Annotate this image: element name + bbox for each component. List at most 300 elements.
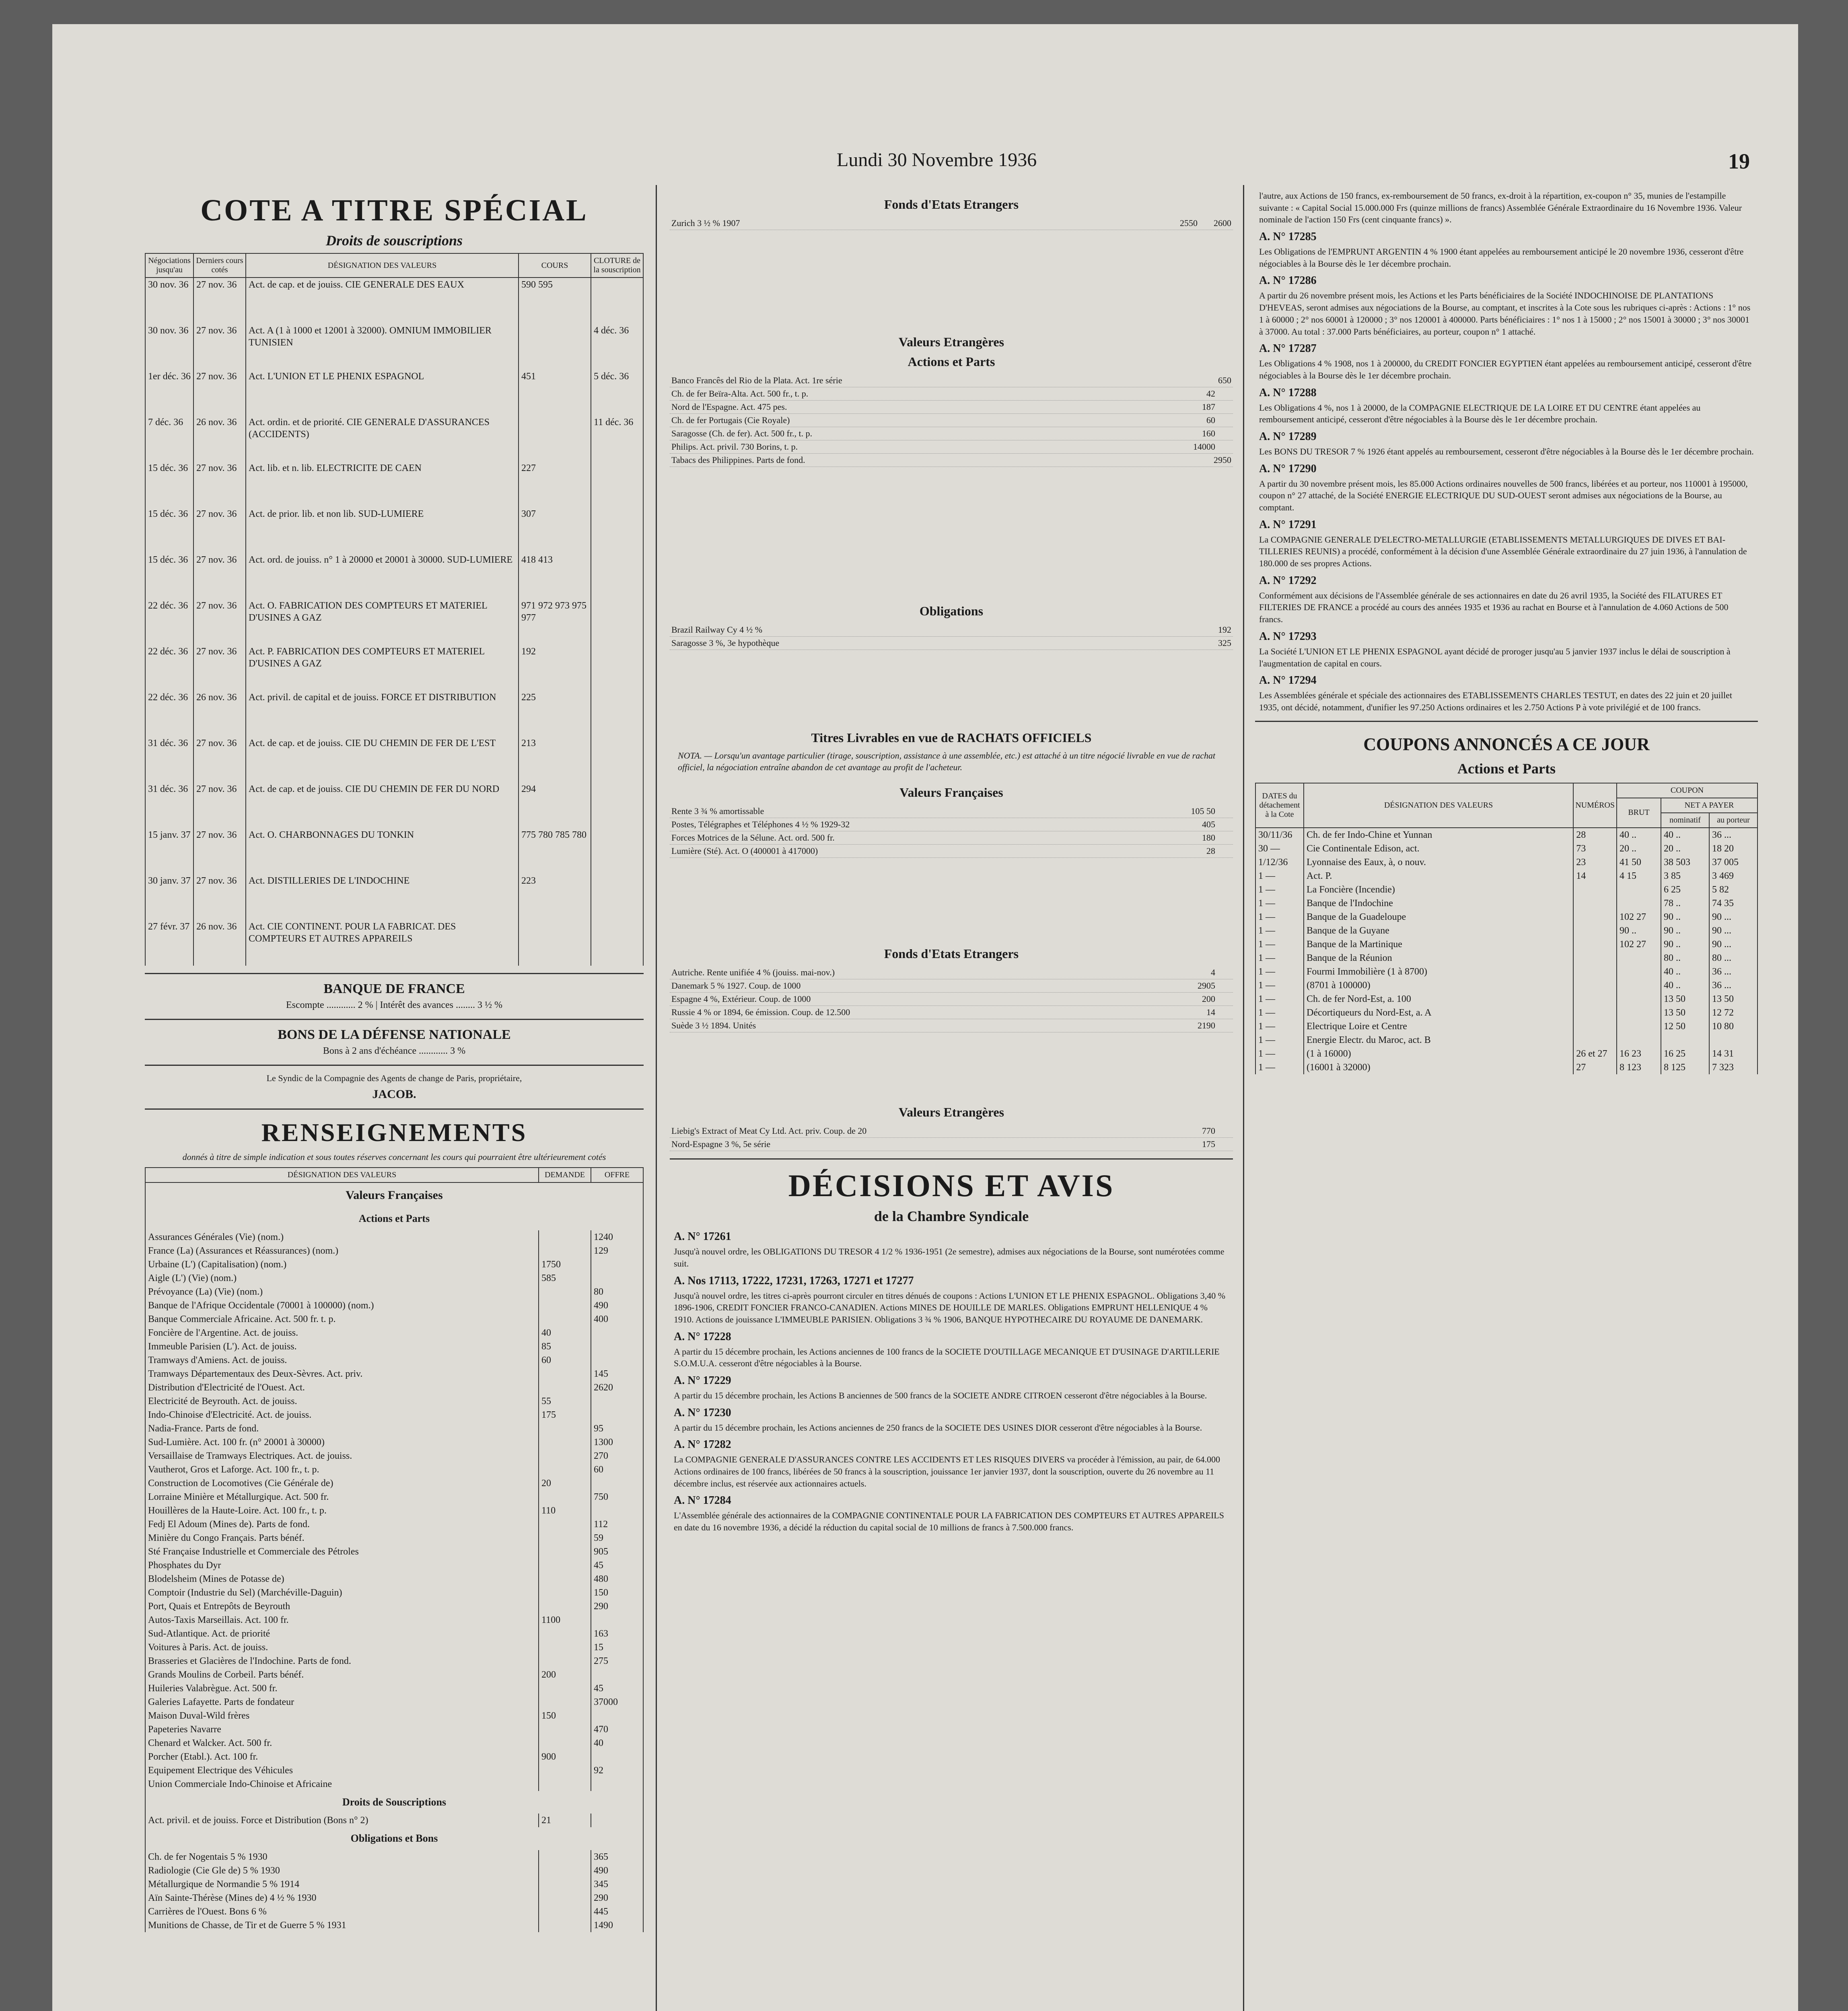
avis-number: A. N° 17291: [1259, 518, 1317, 531]
avis-item: [674, 1374, 1229, 1402]
rens-offre: 45: [591, 1682, 643, 1695]
droit-name: Act. privil. de capital et de jouiss. FORCE ET DISTRIBUTION: [246, 691, 519, 736]
list-item: [670, 387, 1233, 401]
droit-name: Act. L'UNION ET LE PHENIX ESPAGNOL: [246, 370, 519, 415]
rens-name: Blodelsheim (Mines de Potasse de): [145, 1572, 539, 1586]
rens-name: Aïn Sainte-Thérèse (Mines de) 4 ½ % 1930: [145, 1891, 539, 1905]
avis-text: A partir du 15 décembre prochain, les Actions B anciennes de 500 francs de la SOCIETE ANDRE CITROEN cesseront d'être négociables à la Bourse.: [674, 1390, 1207, 1400]
rens-offre: 2620: [591, 1381, 643, 1394]
rens-name: Nadia-France. Parts de fond.: [145, 1422, 539, 1435]
rens-offre: 40: [591, 1736, 643, 1750]
coupon-name: Energie Electr. du Maroc, act. B: [1304, 1033, 1573, 1047]
coupon-brut: [1617, 1006, 1661, 1020]
item-value-1: 14: [1206, 1007, 1215, 1018]
table-row: [145, 1326, 643, 1340]
avis-number: A. N° 17229: [674, 1374, 731, 1387]
table-row: [145, 1905, 643, 1918]
coupon-num: [1573, 992, 1617, 1006]
droit-cloture: [591, 461, 643, 507]
list-item: [670, 414, 1233, 427]
droit-date: 27 févr. 37: [145, 920, 193, 966]
item-value-1: 42: [1206, 389, 1215, 399]
item-name: Ch. de fer Portugais (Cie Royale): [671, 415, 790, 425]
coupon-brut: 8 123: [1617, 1061, 1661, 1074]
rens-demande: [539, 1381, 591, 1394]
bons-line: Bons à 2 ans d'échéance ............ 3 %: [323, 1046, 466, 1057]
coupon-port: 18 20: [1709, 842, 1757, 855]
rens-demande: [539, 1586, 591, 1600]
droit-last: 26 nov. 36: [193, 920, 246, 966]
droit-cours: 223: [519, 874, 591, 920]
rens-name: Electricité de Beyrouth. Act. de jouiss.: [145, 1394, 539, 1408]
avis-text: Les Obligations de l'EMPRUNT ARGENTIN 4 % 1900 étant appelées au remboursement anticipé le 20 novembre 1936, cesseront d'être négociables à la Bourse dès le 1er décembre prochain.: [1259, 247, 1744, 269]
coupon-brut: 102 27: [1617, 910, 1661, 924]
item-values: [1193, 442, 1231, 452]
rens-demande: [539, 1299, 591, 1312]
table-row: [145, 920, 643, 966]
droit-cloture: [591, 691, 643, 736]
droit-cours: 590 595: [519, 278, 591, 324]
rens-demande: [539, 1490, 591, 1504]
droit-last: 26 nov. 36: [193, 691, 246, 736]
item-value-1: 160: [1202, 428, 1215, 438]
item-values: [1202, 375, 1231, 386]
rens-offre: [591, 1668, 643, 1682]
droit-name: Act. ordin. et de priorité. CIE GENERALE D'ASSURANCES (ACCIDENTS): [246, 415, 519, 461]
titres-title: Titres Livrables en vue de RACHATS OFFICIELS: [811, 730, 1092, 745]
coupon-date: 1 —: [1255, 924, 1304, 938]
th-porteur: au porteur: [1709, 813, 1757, 828]
fonds2-title: Fonds d'Etats Etrangers: [884, 946, 1019, 961]
coupon-port: 13 50: [1709, 992, 1757, 1006]
table-row: [145, 553, 643, 599]
rens-demande: [539, 1244, 591, 1258]
coupon-nom: 90 ..: [1661, 924, 1709, 938]
rens-table: [145, 1167, 644, 1932]
th-coupon: COUPON: [1617, 783, 1757, 798]
rens-demande: [539, 1654, 591, 1668]
coupon-date: 1 —: [1255, 938, 1304, 951]
rens-name: Construction de Locomotives (Cie Générale de): [145, 1476, 539, 1490]
rens-offre: 345: [591, 1877, 643, 1891]
coupon-name: Banque de la Réunion: [1304, 951, 1573, 965]
coupon-date: 1 —: [1255, 869, 1304, 883]
table-row: [145, 1422, 643, 1435]
rens-demande: [539, 1850, 591, 1864]
rens-offre: 275: [591, 1654, 643, 1668]
droit-name: Act. de cap. et de jouiss. CIE GENERALE DES EAUX: [246, 278, 519, 324]
avis-item: [674, 1406, 1229, 1434]
table-row: [145, 1258, 643, 1271]
coupon-port: 36 ...: [1709, 979, 1757, 992]
table-row: [145, 1814, 643, 1827]
rens-offre: 400: [591, 1312, 643, 1326]
coupon-num: [1573, 897, 1617, 910]
table-row: [1255, 992, 1757, 1006]
bons-title: BONS DE LA DÉFENSE NATIONALE: [278, 1027, 511, 1043]
coupon-name: (8701 à 100000): [1304, 979, 1573, 992]
table-row: [145, 736, 643, 782]
avis-text: Jusqu'à nouvel ordre, les OBLIGATIONS DU TRESOR 4 1/2 % 1936-1951 (2e semestre), admises aux négociations de la Bourse, sont numérotées comme suit.: [674, 1246, 1224, 1269]
item-name: Saragosse 3 %, 3e hypothèque: [671, 638, 780, 648]
table-row: [145, 1299, 643, 1312]
item-name: Nord de l'Espagne. Act. 475 pes.: [671, 402, 787, 412]
coupon-num: [1573, 1033, 1617, 1047]
item-values: [1202, 1126, 1231, 1136]
table-row: [1255, 842, 1757, 855]
rens-offre: [591, 1709, 643, 1723]
droits-table: [145, 253, 644, 966]
rens-offre: 365: [591, 1850, 643, 1864]
droit-date: 15 déc. 36: [145, 461, 193, 507]
avis-item: [1259, 342, 1754, 381]
rens-offre: 445: [591, 1905, 643, 1918]
table-row: [145, 1764, 643, 1777]
item-name: Liebig's Extract of Meat Cy Ltd. Act. priv. Coup. de 20: [671, 1126, 867, 1136]
rens-demande: [539, 1627, 591, 1641]
droit-cours: [519, 415, 591, 461]
coupon-date: 1 —: [1255, 1061, 1304, 1074]
coupon-date: 1 —: [1255, 1047, 1304, 1061]
rens-name: Munitions de Chasse, de Tir et de Guerre 5 % 1931: [145, 1918, 539, 1932]
rens-name: Ch. de fer Nogentais 5 % 1930: [145, 1850, 539, 1864]
item-values: [1202, 819, 1231, 830]
table-row: [145, 415, 643, 461]
table-row: [145, 874, 643, 920]
rens-offre: [591, 1271, 643, 1285]
coupon-nom: 78 ..: [1661, 897, 1709, 910]
section-row: [145, 1182, 643, 1208]
cote-title: COTE A TITRE SPÉCIAL: [200, 193, 588, 227]
rens-offre: 145: [591, 1367, 643, 1381]
rens-offre: 480: [591, 1572, 643, 1586]
rens-offre: 490: [591, 1299, 643, 1312]
coupon-nom: 80 ..: [1661, 951, 1709, 965]
item-value-1: 405: [1202, 819, 1215, 830]
item-values: [1202, 625, 1231, 635]
coupon-nom: 20 ..: [1661, 842, 1709, 855]
coupon-date: 1 —: [1255, 1033, 1304, 1047]
rens-demande: [539, 1723, 591, 1736]
rens-name: Vautherot, Gros et Laforge. Act. 100 fr., t. p.: [145, 1463, 539, 1476]
item-values: [1198, 1020, 1231, 1031]
coupon-brut: [1617, 1033, 1661, 1047]
divider: [145, 1019, 644, 1020]
syndic-line: Le Syndic de la Compagnie des Agents de change de Paris, propriétaire,: [266, 1073, 522, 1084]
oblig-title: Obligations: [919, 604, 984, 618]
table-row: [145, 1312, 643, 1326]
rens-name: Métallurgique de Normandie 5 % 1914: [145, 1877, 539, 1891]
droit-cloture: [591, 736, 643, 782]
avis-number: A. N° 17282: [674, 1438, 731, 1451]
coupon-port: 14 31: [1709, 1047, 1757, 1061]
list-item: [670, 401, 1233, 414]
vf-title: Valeurs Françaises: [899, 785, 1003, 800]
droit-cours: 775 780 785 780: [519, 828, 591, 874]
rens-name: Urbaine (L') (Capitalisation) (nom.): [145, 1258, 539, 1271]
table-row: [1255, 951, 1757, 965]
th-designation: DÉSIGNATION DES VALEURS: [246, 253, 519, 278]
rens-offre: 470: [591, 1723, 643, 1736]
droit-cloture: 11 déc. 36: [591, 415, 643, 461]
table-row: [145, 1435, 643, 1449]
item-values: [1202, 994, 1231, 1004]
droit-date: 1er déc. 36: [145, 370, 193, 415]
droit-name: Act. O. CHARBONNAGES DU TONKIN: [246, 828, 519, 874]
coupon-date: 1 —: [1255, 910, 1304, 924]
rens-demande: [539, 1518, 591, 1531]
decisions-subtitle: de la Chambre Syndicale: [874, 1208, 1029, 1225]
rens-offre: 1490: [591, 1918, 643, 1932]
list-item: [670, 623, 1233, 637]
rens-demande: 55: [539, 1394, 591, 1408]
droit-last: 26 nov. 36: [193, 415, 246, 461]
table-row: [145, 1271, 643, 1285]
rens-demande: 21: [539, 1814, 591, 1827]
table-row: [145, 1340, 643, 1353]
column-right: [1255, 185, 1758, 2011]
coupon-name: Ch. de fer Indo-Chine et Yunnan: [1304, 828, 1573, 842]
rens-name: Maison Duval-Wild frères: [145, 1709, 539, 1723]
rens-offre: 750: [591, 1490, 643, 1504]
avis-text: Les Assemblées générale et spéciale des actionnaires des ETABLISSEMENTS CHARLES TESTUT, en dates des 22 juin et 20 juillet 1935, ont décidé, notamment, d'unifier les 97.250 Actions ordinaires et les 2.750 Actions P à vote privilégié et de 100 francs.: [1259, 690, 1733, 712]
coupon-brut: 90 ..: [1617, 924, 1661, 938]
rens-offre: [591, 1750, 643, 1764]
item-value-1: 770: [1202, 1126, 1215, 1136]
coupon-brut: [1617, 951, 1661, 965]
droit-last: 27 nov. 36: [193, 782, 246, 828]
table-row: [1255, 883, 1757, 897]
rens-demande: 40: [539, 1326, 591, 1340]
coupon-date: 1/12/36: [1255, 855, 1304, 869]
rens-name: Sté Française Industrielle et Commerciale des Pétroles: [145, 1545, 539, 1559]
newspaper-page: [52, 24, 1798, 2011]
coupon-name: Lyonnaise des Eaux, à, o nouv.: [1304, 855, 1573, 869]
droit-cloture: [591, 920, 643, 966]
coupon-port: 10 80: [1709, 1020, 1757, 1033]
rens-offre: 59: [591, 1531, 643, 1545]
item-name: Banco Francês del Rio de la Plata. Act. 1re série: [671, 375, 842, 385]
coupon-num: [1573, 1006, 1617, 1020]
table-row: [145, 1490, 643, 1504]
avis-number: A. N° 17230: [674, 1406, 731, 1419]
list-item: [670, 818, 1233, 831]
avis-number: A. N° 17228: [674, 1330, 731, 1343]
rens-offre: 129: [591, 1244, 643, 1258]
item-name: Autriche. Rente unifiée 4 % (jouiss. mai-nov.): [671, 967, 835, 978]
coupons-title: COUPONS ANNONCÉS A CE JOUR: [1363, 734, 1650, 754]
item-values: [1206, 415, 1231, 426]
droit-date: 7 déc. 36: [145, 415, 193, 461]
avis-item: [1259, 463, 1754, 514]
coupon-nom: 90 ..: [1661, 910, 1709, 924]
coupon-port: 3 469: [1709, 869, 1757, 883]
rens-offre: [591, 1814, 643, 1827]
rens-demande: [539, 1312, 591, 1326]
table-row: [145, 1244, 643, 1258]
rens-demande: 20: [539, 1476, 591, 1490]
list-item: [670, 1019, 1233, 1032]
droit-name: Act. de cap. et de jouiss. CIE DU CHEMIN DE FER DE L'EST: [246, 736, 519, 782]
rens-name: Lorraine Minière et Métallurgique. Act. 500 fr.: [145, 1490, 539, 1504]
table-row: [145, 1394, 643, 1408]
avis-text: A partir du 15 décembre prochain, les Actions anciennes de 250 francs de la SOCIETE DES USINES DIOR cesseront d'être négociables à la Bourse.: [674, 1422, 1202, 1433]
coupon-date: 1 —: [1255, 979, 1304, 992]
item-name: Espagne 4 %, Extérieur. Coup. de 1000: [671, 994, 811, 1004]
coupon-nom: 40 ..: [1661, 828, 1709, 842]
item-values: [1198, 981, 1231, 991]
rens-offre: 1240: [591, 1230, 643, 1244]
coupon-date: 1 —: [1255, 992, 1304, 1006]
rens-name: Port, Quais et Entrepôts de Beyrouth: [145, 1600, 539, 1613]
rens-demande: 175: [539, 1408, 591, 1422]
rens-demande: 85: [539, 1340, 591, 1353]
droit-cloture: [591, 645, 643, 691]
item-name: Lumière (Sté). Act. O (400001 à 417000): [671, 846, 818, 856]
droit-date: 30 nov. 36: [145, 324, 193, 370]
table-row: [145, 1750, 643, 1764]
section-row: [145, 1207, 643, 1230]
table-row: [1255, 828, 1757, 842]
list-item: [670, 845, 1233, 858]
divider: [145, 973, 644, 974]
coupon-nom: 13 50: [1661, 1006, 1709, 1020]
coupon-num: 23: [1573, 855, 1617, 869]
item-values: [1211, 967, 1231, 978]
avis-number: A. N° 17289: [1259, 430, 1317, 443]
section-heading: Actions et Parts: [145, 1207, 643, 1230]
droit-cours: 225: [519, 691, 591, 736]
table-row: [145, 1408, 643, 1422]
coupon-port: 80 ...: [1709, 951, 1757, 965]
coupon-name: Electrique Loire et Centre: [1304, 1020, 1573, 1033]
page-header: [52, 149, 1798, 181]
item-value-1: 2190: [1198, 1020, 1215, 1031]
rens-offre: 45: [591, 1559, 643, 1572]
coupon-num: [1573, 965, 1617, 979]
rens-demande: 200: [539, 1668, 591, 1682]
rens-offre: 92: [591, 1764, 643, 1777]
droit-cloture: [591, 553, 643, 599]
table-row: [1255, 910, 1757, 924]
avis-item: [1259, 430, 1754, 458]
avis-text: La COMPAGNIE GENERALE D'ELECTRO-METALLURGIE (ETABLISSEMENTS METALLURGIQUES DE DIVES ET BAI-TILLERIES REUNIS) a procédé, conformément à la décision d'une Assemblée Générale extraordinaire du 27 juin 1936, à l'annulation de 180.000 de ses propres Actions.: [1259, 534, 1747, 569]
list-item: [670, 831, 1233, 845]
coupon-date: 1 —: [1255, 1006, 1304, 1020]
item-value-1: 2550: [1180, 218, 1198, 228]
item-value-1: 14000: [1193, 442, 1215, 452]
list-item: [670, 993, 1233, 1006]
th-coupon-designation: DÉSIGNATION DES VALEURS: [1304, 783, 1573, 828]
coupon-brut: 4 15: [1617, 869, 1661, 883]
table-row: [145, 1353, 643, 1367]
coupon-num: [1573, 951, 1617, 965]
droit-cours: 451: [519, 370, 591, 415]
item-name: Nord-Espagne 3 %, 5e série: [671, 1139, 771, 1149]
avis-item: [674, 1230, 1229, 1269]
rens-demande: 60: [539, 1353, 591, 1367]
droit-date: 31 déc. 36: [145, 736, 193, 782]
rens-offre: 95: [591, 1422, 643, 1435]
item-name: Brazil Railway Cy 4 ½ %: [671, 625, 763, 635]
coupon-date: 1 —: [1255, 951, 1304, 965]
coupon-port: 90 ...: [1709, 910, 1757, 924]
coupon-brut: 16 23: [1617, 1047, 1661, 1061]
table-row: [145, 1572, 643, 1586]
avis-text: La Société L'UNION ET LE PHENIX ESPAGNOL ayant décidé de proroger jusqu'au 5 janvier 1937 inclus le délai de souscription à l'augmentation de capital en cours.: [1259, 646, 1731, 668]
table-row: [145, 1463, 643, 1476]
rens-name: Sud-Atlantique. Act. de priorité: [145, 1627, 539, 1641]
table-row: [145, 1709, 643, 1723]
coupon-brut: [1617, 965, 1661, 979]
rens-name: Tramways Départementaux des Deux-Sèvres. Act. priv.: [145, 1367, 539, 1381]
droit-last: 27 nov. 36: [193, 278, 246, 324]
table-row: [1255, 1020, 1757, 1033]
avis-item: [674, 1330, 1229, 1369]
item-values: [1180, 218, 1231, 228]
item-value-1: 60: [1206, 415, 1215, 425]
droit-name: Act. DISTILLERIES DE L'INDOCHINE: [246, 874, 519, 920]
avis-number: A. Nos 17113, 17222, 17231, 17263, 17271 et 17277: [674, 1274, 914, 1287]
item-name: Rente 3 ¾ % amortissable: [671, 806, 764, 816]
droit-name: Act. lib. et n. lib. ELECTRICITE DE CAEN: [246, 461, 519, 507]
rens-demande: 1750: [539, 1258, 591, 1271]
table-row: [1255, 1061, 1757, 1074]
table-row: [145, 1230, 643, 1244]
item-values: [1198, 455, 1231, 465]
rens-name: Union Commerciale Indo-Chinoise et Africaine: [145, 1777, 539, 1791]
table-row: [1255, 1033, 1757, 1047]
droit-name: Act. O. FABRICATION DES COMPTEURS ET MATERIEL D'USINES A GAZ: [246, 599, 519, 645]
coupon-date: 1 —: [1255, 897, 1304, 910]
droit-cours: 307: [519, 507, 591, 553]
th-brut: BRUT: [1617, 798, 1661, 828]
coupon-date: 30 —: [1255, 842, 1304, 855]
titres-note: NOTA. — Lorsqu'un avantage particulier (tirage, souscription, assistance à une assemblée, etc.) est attaché à un titre négocié livrable en vue de rachat officiel, la négociation entraîne abandon de cet avantage au profit de l'acheteur.: [678, 751, 1216, 772]
table-row: [145, 1877, 643, 1891]
divider: [670, 1158, 1233, 1160]
rens-demande: [539, 1545, 591, 1559]
rens-demande: [539, 1736, 591, 1750]
droit-last: 27 nov. 36: [193, 507, 246, 553]
rens-demande: [539, 1435, 591, 1449]
divider: [1255, 721, 1758, 722]
droit-cours: 227: [519, 461, 591, 507]
droit-cours: 192: [519, 645, 591, 691]
droit-last: 27 nov. 36: [193, 645, 246, 691]
rens-demande: [539, 1449, 591, 1463]
table-row: [145, 691, 643, 736]
droit-cloture: [591, 782, 643, 828]
coupon-nom: 12 50: [1661, 1020, 1709, 1033]
table-row: [1255, 1006, 1757, 1020]
fonds-title: Fonds d'Etats Etrangers: [884, 197, 1019, 212]
rens-demande: [539, 1777, 591, 1791]
rens-name: Papeteries Navarre: [145, 1723, 539, 1736]
cote-subtitle: Droits de souscriptions: [325, 232, 463, 249]
avis-text: Les Obligations 4 % 1908, nos 1 à 200000, du CREDIT FONCIER EGYPTIEN étant appelées au remboursement anticipé, cesseront d'être négociables à la Bourse dès le 1er décembre prochain.: [1259, 358, 1752, 380]
coupon-nom: 40 ..: [1661, 965, 1709, 979]
rens-name: Foncière de l'Argentine. Act. de jouiss.: [145, 1326, 539, 1340]
table-row: [145, 1531, 643, 1545]
table-row: [145, 1559, 643, 1572]
section-row: [145, 1791, 643, 1814]
droit-cloture: 5 déc. 36: [591, 370, 643, 415]
table-row: [145, 1695, 643, 1709]
coupon-num: 28: [1573, 828, 1617, 842]
avis-text: Jusqu'à nouvel ordre, les titres ci-après pourront circuler en titres dénués de coupons : Actions L'UNION ET LE PHENIX ESPAGNOL. Obligations 3,40 % 1896-1906, CREDIT FONCIER FRANCO-CANADIEN. Actions MINES DE HOUILLE DE MARLES. Obligations EMPRUNT HELLENIQUE 4 % 1910. Actions de jouissance L'IMMEUBLE PARISIEN. Obligations 3 ¾ % 1906, BANQUE HYPOTHECAIRE DU ROYAUME DE DANEMARK.: [674, 1290, 1226, 1324]
coupon-port: 5 82: [1709, 883, 1757, 897]
